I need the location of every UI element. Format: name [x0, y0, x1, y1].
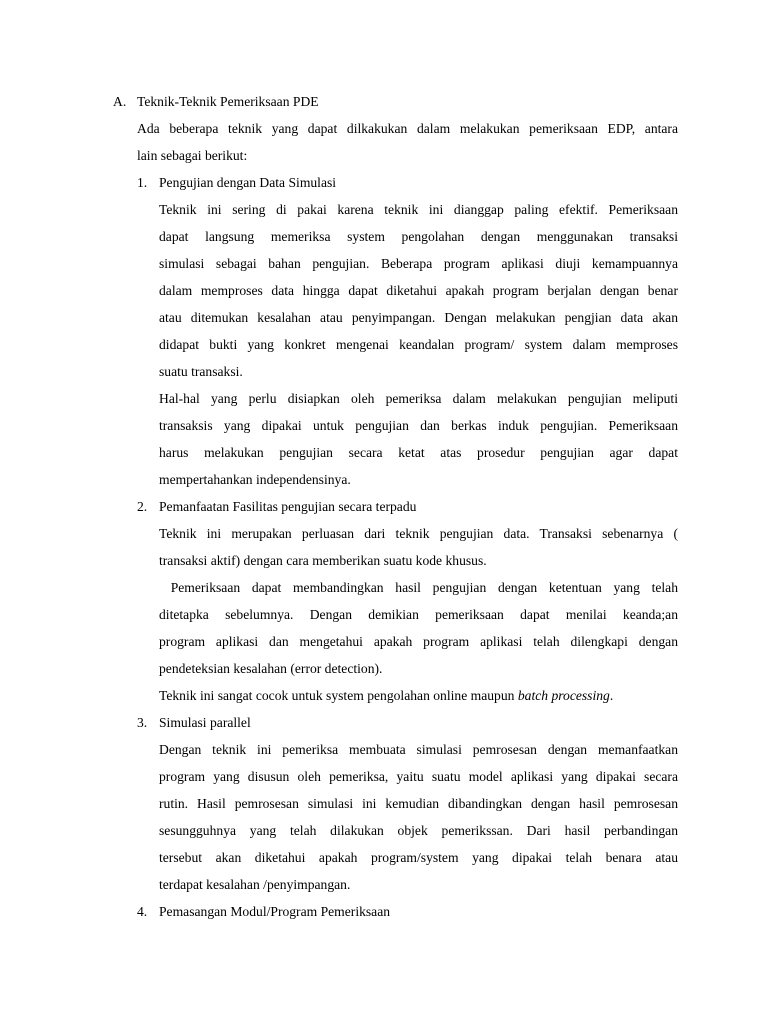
item-1-line: mempertahankan independensinya. — [159, 472, 351, 487]
item-2-line: program aplikasi dan mengetahui apakah program aplikasi telah dilengkapi dengan — [159, 634, 678, 649]
item-3-title: Simulasi parallel — [159, 715, 251, 730]
item-1-line: suatu transaksi. — [159, 364, 243, 379]
item-2-line: pendeteksian kesalahan (error detection). — [159, 661, 383, 676]
intro-line-1: Ada beberapa teknik yang dapat dilkakukan dalam melakukan pemeriksaan EDP, antara — [137, 121, 678, 136]
section-marker: A. — [113, 94, 127, 109]
item-3-line: Dengan teknik ini pemeriksa membuata simulasi pemrosesan dengan memanfaatkan — [159, 742, 678, 757]
item-1-marker: 1. — [137, 175, 148, 190]
item-2-marker: 2. — [137, 499, 148, 514]
item-1-line: dapat langsung memeriksa system pengolahan dengan menggunakan transaksi — [159, 229, 678, 244]
item-3-line: terdapat kesalahan /penyimpangan. — [159, 877, 351, 892]
item-3-line: program yang disusun oleh pemeriksa, yaitu suatu model aplikasi yang dipakai secara — [159, 769, 678, 784]
item-2-last-italic: batch processing — [517, 688, 610, 703]
item-1-line: Hal-hal yang perlu disiapkan oleh pemeriksa dalam melakukan pengujian meliputi — [159, 391, 678, 406]
item-2-line: Pemeriksaan dapat membandingkan hasil pengujian dengan ketentuan yang telah — [159, 580, 678, 595]
item-1-title: Pengujian dengan Data Simulasi — [159, 175, 337, 190]
item-1-line: didapat bukti yang konkret mengenai keandalan program/ system dalam memproses — [159, 337, 678, 352]
item-3-line: sesungguhnya yang telah dilakukan objek pemerikssan. Dari hasil perbandingan — [159, 823, 678, 838]
item-3-line: rutin. Hasil pemrosesan simulasi ini kemudian dibandingkan dengan hasil pemrosesan — [159, 796, 678, 811]
item-2-last-line — [159, 682, 613, 709]
item-2-line: transaksi aktif) dengan cara memberikan suatu kode khusus. — [159, 553, 487, 568]
item-2-last-end: . — [609, 688, 614, 703]
item-3-line: tersebut akan diketahui apakah program/system yang dipakai telah benara atau — [159, 850, 678, 865]
item-2-last-text: Teknik ini sangat cocok untuk system pengolahan online maupun — [159, 688, 518, 703]
item-3-marker: 3. — [137, 715, 148, 730]
intro-line-2: lain sebagai berikut: — [137, 148, 248, 163]
item-2-line: ditetapka sebelumnya. Dengan demikian pemeriksaan dapat menilai keanda;an — [159, 607, 678, 622]
item-2-line: Teknik ini merupakan perluasan dari teknik pengujian data. Transaksi sebenarnya ( — [159, 526, 678, 541]
item-1-line: Teknik ini sering di pakai karena teknik ini dianggap paling efektif. Pemeriksaan — [159, 202, 678, 217]
item-1-line: harus melakukan pengujian secara ketat atas prosedur pengujian agar dapat — [159, 445, 678, 460]
item-1-line: atau ditemukan kesalahan atau penyimpangan. Dengan melakukan pengjian data akan — [159, 310, 678, 325]
section-title: Teknik-Teknik Pemeriksaan PDE — [137, 94, 319, 109]
item-1-line: transaksis yang dipakai untuk pengujian dan berkas induk pengujian. Pemeriksaan — [159, 418, 678, 433]
item-2-title: Pemanfaatan Fasilitas pengujian secara terpadu — [159, 499, 417, 514]
item-1-line: simulasi sebagai bahan pengujian. Beberapa program aplikasi diuji kemampuannya — [159, 256, 678, 271]
item-4-title: Pemasangan Modul/Program Pemeriksaan — [159, 904, 391, 919]
item-1-line: dalam memproses data hingga dapat diketahui apakah program berjalan dengan benar — [159, 283, 678, 298]
item-4-marker: 4. — [137, 904, 148, 919]
